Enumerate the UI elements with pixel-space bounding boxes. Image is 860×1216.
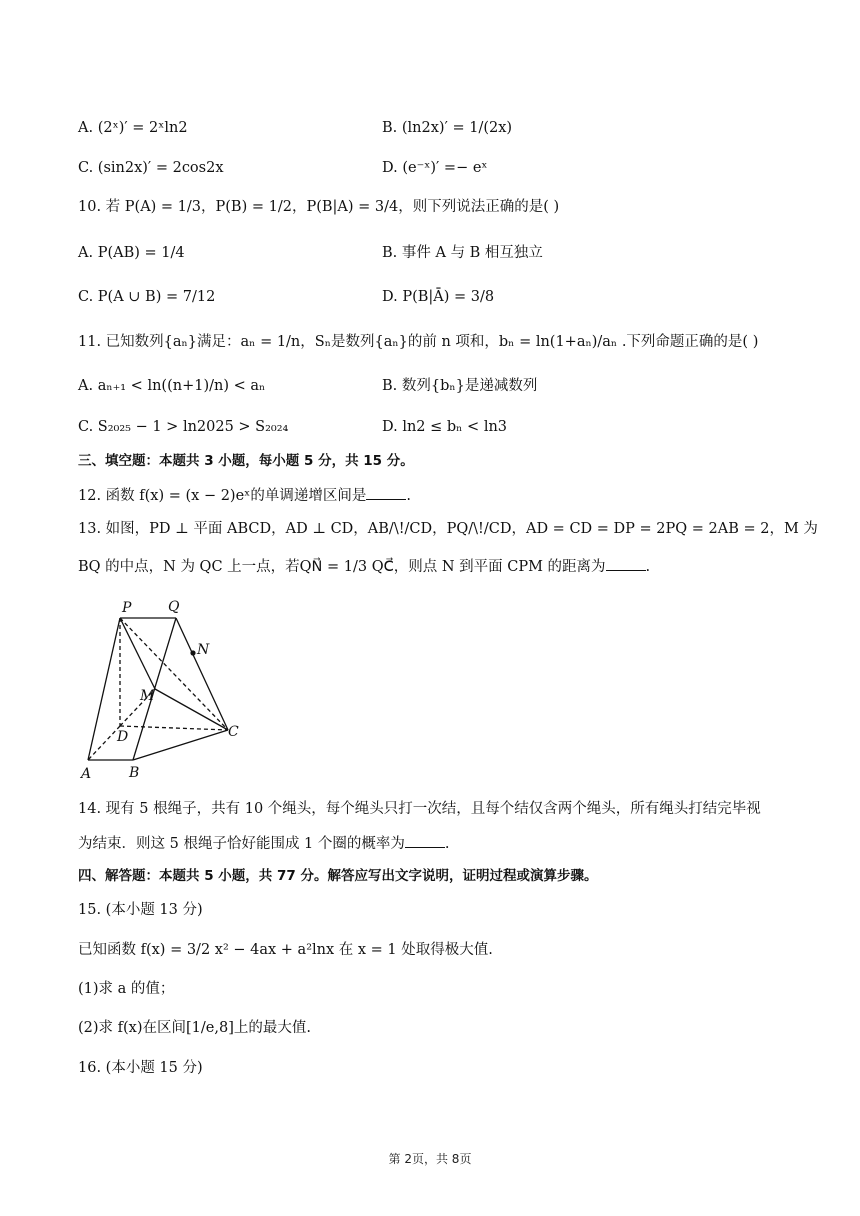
q16-title: 16. (本小题 15 分) xyxy=(78,1060,203,1076)
label-c: C xyxy=(228,724,239,740)
q11-option-d: D. ln2 ≤ bₙ < ln3 xyxy=(382,419,508,435)
edge-pm xyxy=(120,618,155,689)
label-n: N xyxy=(197,642,210,658)
edge-pc xyxy=(120,618,228,730)
q10-option-c: C. P(A ∪ B) = 7/12 xyxy=(78,289,216,305)
q14-line-1: 14. 现有 5 根绳子，共有 10 个绳头，每个绳头只打一次结，且每个结仅含两个绳头，所有绳头打结完毕视 xyxy=(78,801,761,817)
q13-line-2 xyxy=(78,556,650,577)
q10-option-a: A. P(AB) = 1/4 xyxy=(78,245,185,261)
q10-stem: 10. 若 P(A) = 1/3，P(B) = 1/2，P(B|A) = 3/4，则下列说法正确的是( ) xyxy=(78,199,560,215)
q9-option-b: B. (ln2x)′ = 1/(2x) xyxy=(382,120,513,136)
edge-mc xyxy=(155,689,228,730)
q11-stem: 11. 已知数列{aₙ}满足：aₙ = 1/n，Sₙ是数列{aₙ}的前 n 项和，bₙ = ln(1+aₙ)/aₙ .下列命题正确的是( ) xyxy=(78,334,759,350)
q9-option-a: A. (2ˣ)′ = 2ˣln2 xyxy=(78,120,188,136)
label-q: Q xyxy=(168,599,180,615)
edge-dc xyxy=(120,726,228,730)
q12 xyxy=(78,485,411,506)
q12-end: . xyxy=(406,488,411,504)
q13-text: BQ 的中点，N 为 QC 上一点，若QN⃗ = 1/3 QC⃗，则点 N 到平面 CPM 的距离为 xyxy=(78,559,606,575)
edge-bc xyxy=(133,730,228,760)
edge-qc xyxy=(176,618,228,730)
q9-option-c: C. (sin2x)′ = 2cos2x xyxy=(78,160,224,176)
q10-option-b: B. 事件 A 与 B 相互独立 xyxy=(382,245,543,261)
label-d: D xyxy=(117,729,129,745)
q15-title: 15. (本小题 13 分) xyxy=(78,902,203,918)
q14-blank xyxy=(405,833,445,848)
edge-pa xyxy=(88,618,120,760)
q14-text: 为结束．则这 5 根绳子恰好能围成 1 个圈的概率为 xyxy=(78,836,405,852)
section-3-heading: 三、填空题：本题共 3 小题，每小题 5 分，共 15 分。 xyxy=(78,453,414,469)
q14-end: . xyxy=(444,836,450,852)
section-4-heading: 四、解答题：本题共 5 小题，共 77 分。解答应写出文字说明，证明过程或演算步骤。 xyxy=(78,868,598,884)
label-a: A xyxy=(81,766,92,782)
q10-option-d: D. P(B|Ā) = 3/8 xyxy=(382,289,495,305)
q15-part-2: (2)求 f(x)在区间[1/e,8]上的最大值. xyxy=(78,1020,311,1036)
q11-option-a: A. aₙ₊₁ < ln((n+1)/n) < aₙ xyxy=(78,378,266,394)
label-p: P xyxy=(122,600,132,616)
q14-line-2 xyxy=(78,833,450,854)
q13-blank xyxy=(606,556,646,571)
point-n xyxy=(190,650,195,655)
q13-line-1: 13. 如图，PD ⊥ 平面 ABCD，AD ⊥ CD，AB/\!/CD，PQ/\!/CD，AD = CD = DP = 2PQ = 2AB = 2，M 为 xyxy=(78,521,818,537)
q12-blank xyxy=(366,485,406,500)
label-m: M xyxy=(140,688,155,704)
label-b: B xyxy=(129,765,140,781)
geometry-figure xyxy=(78,596,248,786)
q13-end: . xyxy=(645,559,651,575)
q11-option-c: C. S₂₀₂₅ − 1 > ln2025 > S₂₀₂₄ xyxy=(78,419,289,435)
q15-part-1: (1)求 a 的值； xyxy=(78,981,175,997)
q15-stem: 已知函数 f(x) = 3/2 x² − 4ax + a²lnx 在 x = 1 处取得极大值. xyxy=(78,942,493,958)
q9-option-d: D. (e⁻ˣ)′ =− eˣ xyxy=(382,160,488,176)
q11-option-b: B. 数列{bₙ}是递减数列 xyxy=(382,378,538,394)
edge-da xyxy=(88,726,120,760)
page-footer: 第 2页，共 8页 xyxy=(388,1152,472,1166)
q12-text: 12. 函数 f(x) = (x − 2)eˣ的单调递增区间是 xyxy=(78,488,367,504)
